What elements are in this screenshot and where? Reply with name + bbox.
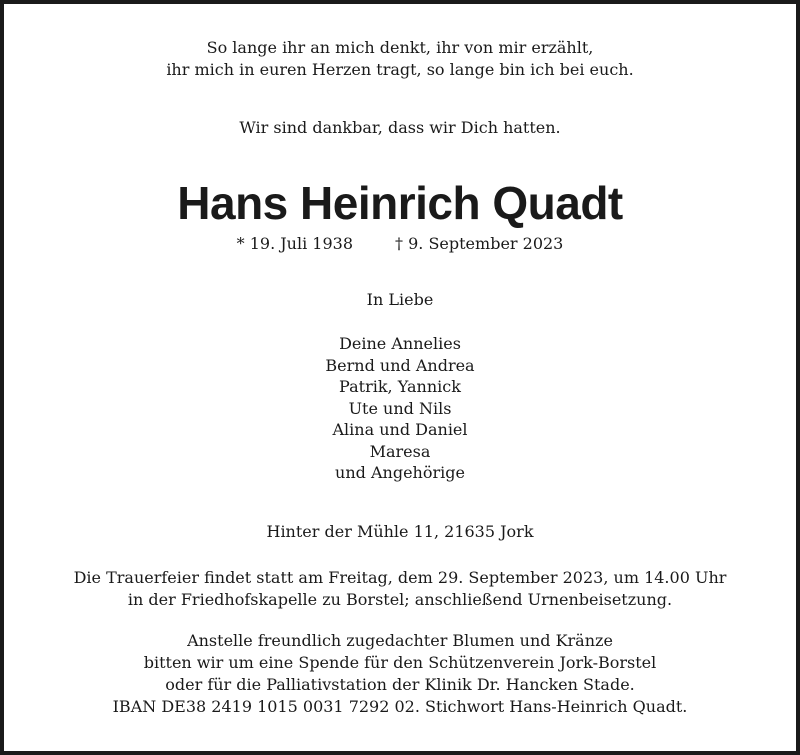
poem-line: ihr mich in euren Herzen tragt, so lange bin ich bei euch. <box>166 60 634 79</box>
ceremony-info <box>4 567 796 611</box>
life-dates <box>4 233 796 255</box>
thanks-line: Wir sind dankbar, dass wir Dich hatten. <box>239 118 561 137</box>
donation-line: oder für die Palliativstation der Klinik Dr. Hancken Stade. <box>165 675 635 694</box>
poem-verse <box>4 37 796 81</box>
birth-date: * 19. Juli 1938 <box>236 234 354 253</box>
family-member: Patrik, Yannick <box>339 377 461 396</box>
family-member: Bernd und Andrea <box>325 355 475 375</box>
family-member: Maresa <box>369 441 431 461</box>
deceased-name: Hans Heinrich Quadt <box>177 177 623 229</box>
address-line: Hinter der Mühle 11, 21635 Jork <box>266 522 534 541</box>
donation-info <box>4 630 796 718</box>
family-member: und Angehörige <box>335 463 465 482</box>
family-member: Ute und Nils <box>348 398 452 418</box>
family-list <box>4 333 796 484</box>
death-date: † 9. September 2023 <box>395 234 564 253</box>
in-love-line: In Liebe <box>366 290 434 309</box>
donation-line: Anstelle freundlich zugedachter Blumen und Kränze <box>187 631 613 650</box>
family-member: Alina und Daniel <box>332 420 468 439</box>
ceremony-line: Die Trauerfeier findet statt am Freitag, dem 29. September 2023, um 14.00 Uhr <box>73 568 727 587</box>
poem-line: So lange ihr an mich denkt, ihr von mir erzählt, <box>206 38 594 57</box>
donation-line: IBAN DE38 2419 1015 0031 7292 02. Stichwort Hans-Heinrich Quadt. <box>112 697 688 716</box>
ceremony-line: in der Friedhofskapelle zu Borstel; anschließend Urnenbeisetzung. <box>127 590 673 609</box>
family-member: Deine Annelies <box>339 334 461 353</box>
donation-line: bitten wir um eine Spende für den Schützenverein Jork-Borstel <box>143 653 657 672</box>
